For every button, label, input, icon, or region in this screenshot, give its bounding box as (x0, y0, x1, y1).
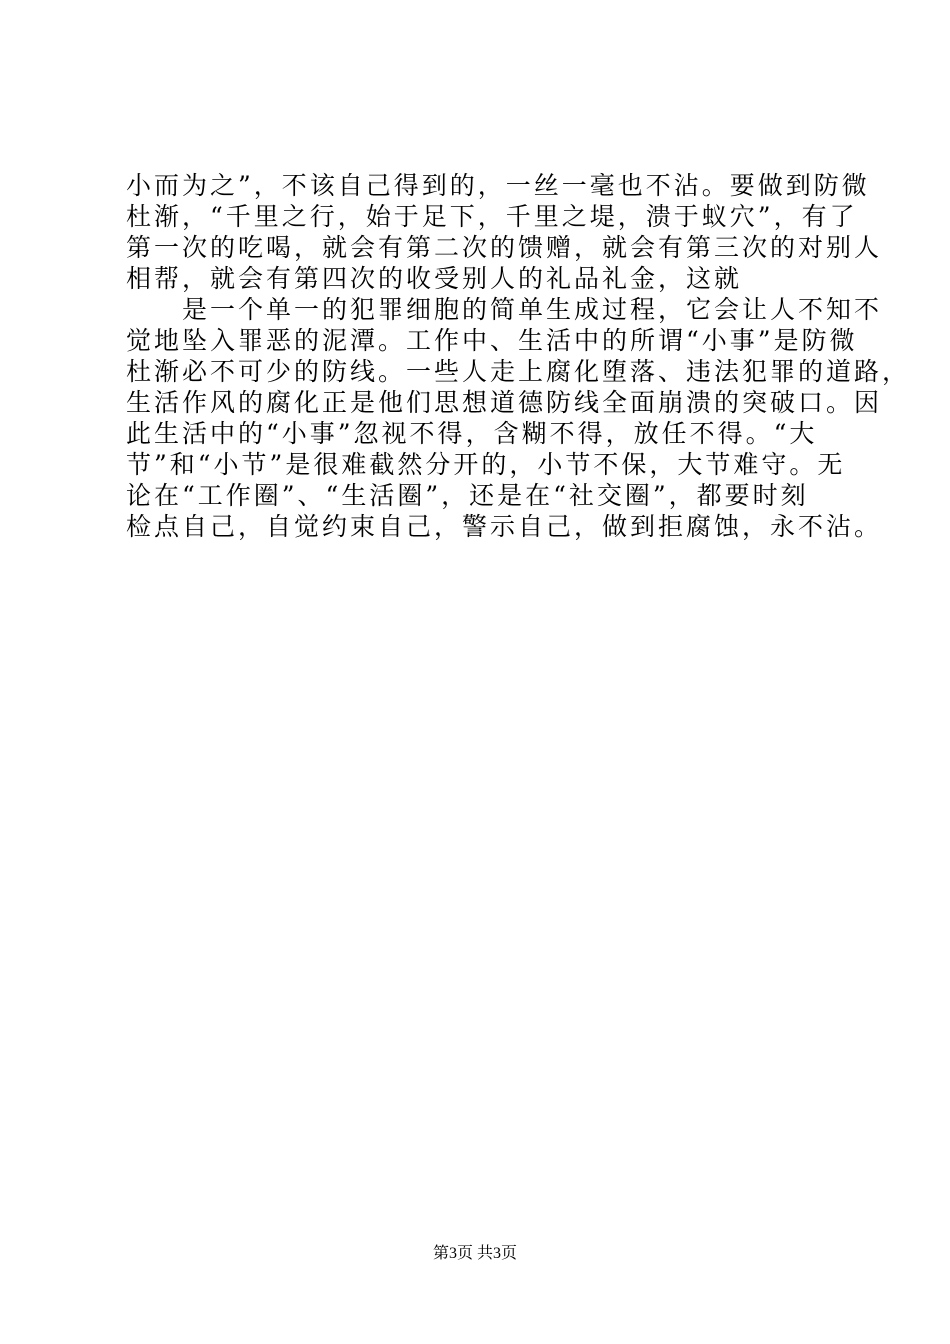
paragraph-first-line: 是一个单一的犯罪细胞的简单生成过程，它会让人不知不 (182, 295, 883, 324)
body-text (126, 170, 911, 542)
page-number-footer: 第3页 共3页 (432, 1245, 517, 1262)
text-line: 节”和“小节”是很难截然分开的，小节不保，大节难守。无 (126, 450, 846, 479)
text-line: 生活作风的腐化正是他们思想道德防线全面崩溃的突破口。因 (126, 388, 883, 417)
text-line: 检点自己，自觉约束自己，警示自己，做到拒腐蚀，永不沾。 (126, 512, 883, 541)
text-line: 小而为之”，不该自己得到的，一丝一毫也不沾。要做到防微 (126, 171, 870, 200)
text-line: 杜渐，“千里之行，始于足下，千里之堤，溃于蚁穴”，有了 (126, 202, 858, 231)
text-line: 觉地坠入罪恶的泥潭。工作中、生活中的所谓“小事”是防微 (126, 326, 858, 355)
text-line: 第一次的吃喝，就会有第二次的馈赠，就会有第三次的对别人 (126, 233, 883, 262)
text-line: 论在“工作圈”、“生活圈”，还是在“社交圈”，都要时刻 (126, 481, 809, 510)
text-line: 杜渐必不可少的防线。一些人走上腐化堕落、违法犯罪的道路， (126, 357, 911, 386)
text-line: 相帮，就会有第四次的收受别人的礼品礼金，这就 (126, 264, 743, 293)
text-line: 此生活中的“小事”忽视不得，含糊不得，放任不得。“大 (126, 419, 818, 448)
